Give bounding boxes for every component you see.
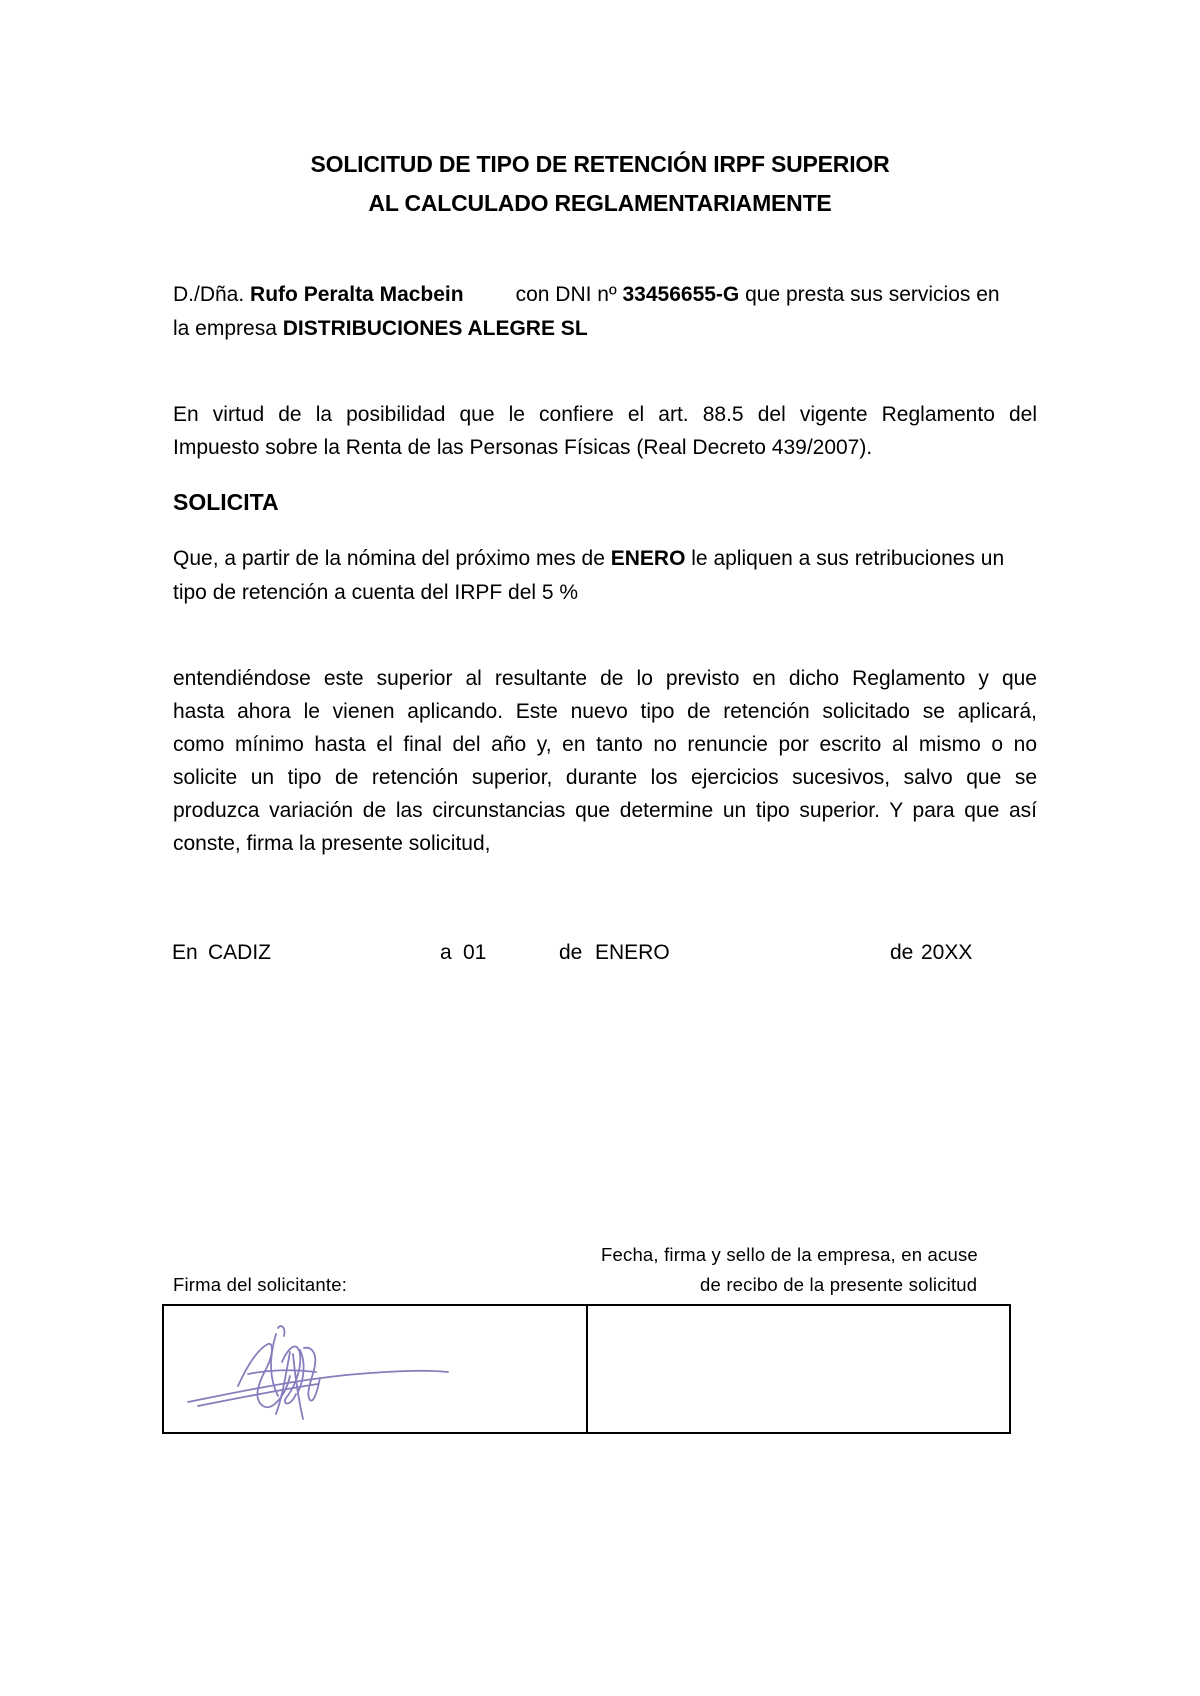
company-line <box>173 312 1037 345</box>
conditions-line-2: hasta ahora le vienen aplicando. Este nuevo tipo de retención solicitado se aplicará, <box>173 700 1037 723</box>
applicant-signature-cell <box>164 1306 588 1432</box>
date-de-label-1: de <box>559 941 583 964</box>
dni-number: 33456655-G <box>622 283 740 306</box>
conditions-line-5: produzca variación de las circunstancias que determine un tipo superior. Y para que así <box>173 799 1037 822</box>
conditions-line-1: entendiéndose este superior al resultante de lo previsto en dicho Reglamento y que <box>173 667 1037 690</box>
company-name: DISTRIBUCIONES ALEGRE SL <box>282 317 588 340</box>
document-title-line-2: AL CALCULADO REGLAMENTARIAMENTE <box>368 190 832 216</box>
date-year: 20XX <box>921 941 973 964</box>
document-title-line-1: SOLICITUD DE TIPO DE RETENCIÓN IRPF SUPERIOR <box>310 151 890 177</box>
legal-basis-line-2: Impuesto sobre la Renta de las Personas Físicas (Real Decreto 439/2007). <box>173 436 873 459</box>
solicita-heading: SOLICITA <box>173 489 279 515</box>
applicant-signature-label: Firma del solicitante: <box>173 1274 348 1295</box>
conditions-line-6: conste, firma la presente solicitud, <box>173 832 491 855</box>
company-label: la empresa <box>173 317 277 340</box>
request-line-2: tipo de retención a cuenta del IRPF del 5 % <box>173 581 579 604</box>
request-line-1 <box>173 542 1037 575</box>
handwritten-signature <box>178 1314 478 1424</box>
service-text: que presta sus servicios en <box>745 283 1000 306</box>
company-signature-label-line-1: Fecha, firma y sello de la empresa, en acuse <box>601 1244 978 1265</box>
request-month: ENERO <box>610 547 686 570</box>
date-month: ENERO <box>595 941 670 964</box>
applicant-line <box>173 278 1037 311</box>
conditions-line-3: como mínimo hasta el final del año y, en tanto no renuncie por escrito al mismo o no <box>173 733 1037 756</box>
company-signature-label-line-2: de recibo de la presente solicitud <box>700 1274 978 1295</box>
date-en-label: En <box>172 941 198 964</box>
date-a-label: a <box>440 941 452 964</box>
request-text-pre: Que, a partir de la nómina del próximo mes de <box>173 547 605 570</box>
applicant-prefix: D./Dña. <box>173 283 245 306</box>
request-text-post: le apliquen a sus retribuciones un <box>691 547 1005 570</box>
signature-table <box>162 1304 1011 1434</box>
date-city: CADIZ <box>208 941 271 964</box>
legal-basis-line-1: En virtud de la posibilidad que le confiere el art. 88.5 del vigente Reglamento del <box>173 403 1037 426</box>
conditions-line-4: solicite un tipo de retención superior, durante los ejercicios sucesivos, salvo que se <box>173 766 1037 789</box>
date-de-label-2: de <box>890 941 914 964</box>
dni-label: con DNI nº <box>515 283 617 306</box>
date-day: 01 <box>463 941 487 964</box>
company-signature-cell <box>588 1306 1009 1432</box>
applicant-name: Rufo Peralta Macbein <box>250 283 464 306</box>
